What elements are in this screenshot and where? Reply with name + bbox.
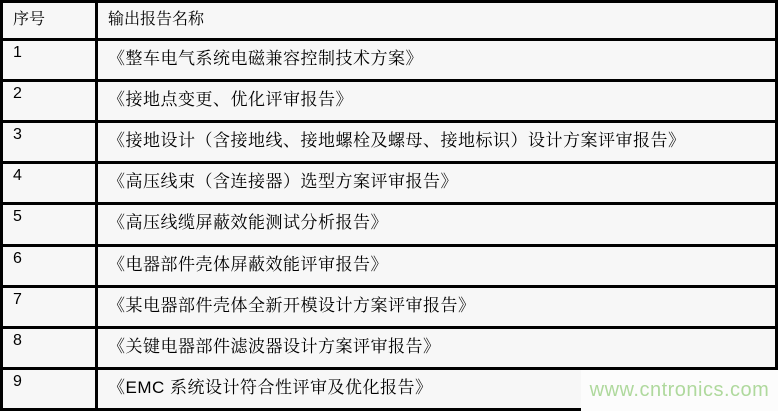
table-row (2, 40, 777, 81)
table-row (2, 245, 777, 286)
column-header-number: 序号 (2, 2, 97, 40)
report-name-cell: 《EMC 系统设计符合性评审及优化报告》 (97, 368, 777, 409)
row-number-cell: 2 (2, 81, 97, 122)
report-name-cell: 《某电器部件壳体全新开模设计方案评审报告》 (97, 286, 777, 327)
watermark-text: www.cntronics.com (589, 379, 770, 401)
row-number-cell: 3 (2, 122, 97, 163)
report-name-cell: 《整车电气系统电磁兼容控制技术方案》 (97, 40, 777, 81)
row-number-cell: 5 (2, 204, 97, 245)
row-number-cell: 4 (2, 163, 97, 204)
watermark (581, 370, 778, 411)
report-name-cell: 《接地点变更、优化评审报告》 (97, 81, 777, 122)
table-row (2, 122, 777, 163)
report-name-cell: 《高压线束（含连接器）选型方案评审报告》 (97, 163, 777, 204)
table-header-row (2, 2, 777, 40)
row-number-cell: 6 (2, 245, 97, 286)
report-name-cell: 《电器部件壳体屏蔽效能评审报告》 (97, 245, 777, 286)
column-header-report-name: 输出报告名称 (97, 2, 777, 40)
report-name-cell: 《接地设计（含接地线、接地螺栓及螺母、接地标识）设计方案评审报告》 (97, 122, 777, 163)
row-number-cell: 8 (2, 327, 97, 368)
row-number-cell: 7 (2, 286, 97, 327)
table-row (2, 204, 777, 245)
report-name-cell: 《高压线缆屏蔽效能测试分析报告》 (97, 204, 777, 245)
report-name-cell: 《关键电器部件滤波器设计方案评审报告》 (97, 327, 777, 368)
table-row (2, 163, 777, 204)
table-row (2, 286, 777, 327)
row-number-cell: 9 (2, 368, 97, 409)
table-row (2, 327, 777, 368)
table-row (2, 81, 777, 122)
row-number-cell: 1 (2, 40, 97, 81)
